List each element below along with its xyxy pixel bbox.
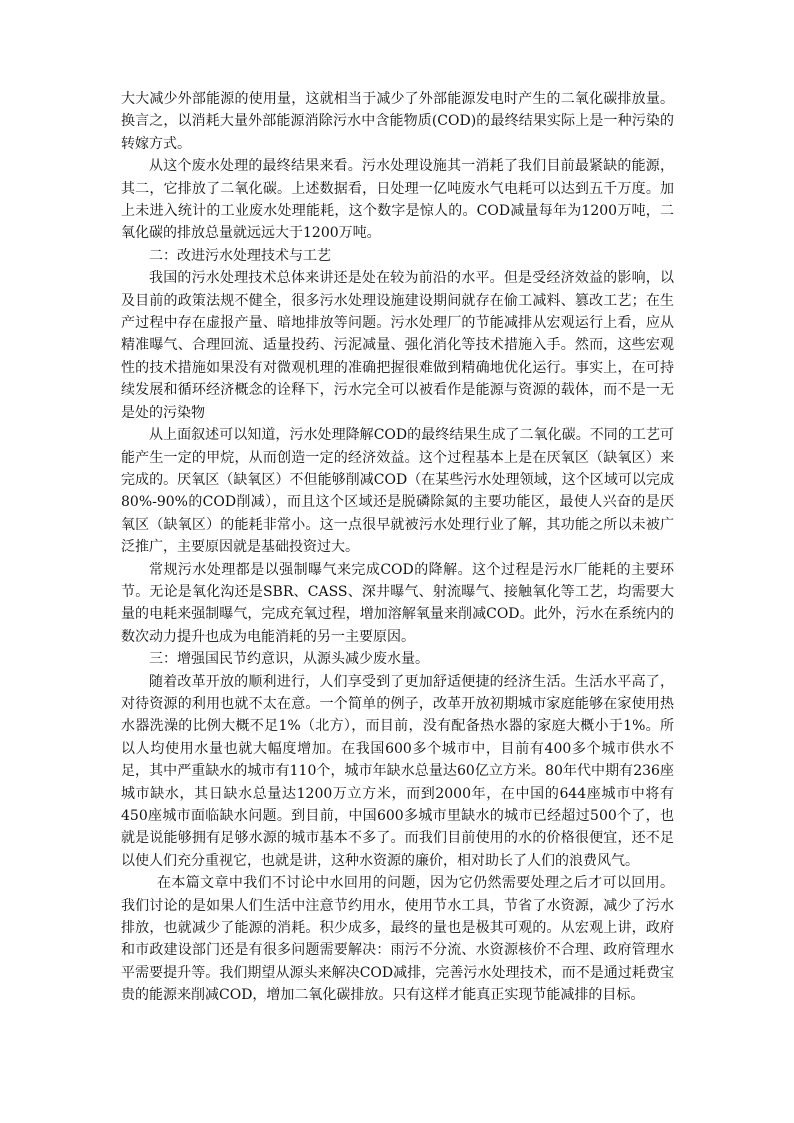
document-body <box>121 88 674 1007</box>
paragraph-aeration: 常规污水处理都是以强制曝气来完成COD的降解。这个过程是污水厂能耗的主要环节。无论是氧化沟还是SBR、CASS、深井曝气、射流曝气、接触氧化等工艺，均需要大量的电耗来强制曝气，完成充氧过程，增加溶解氧量来削减COD。此外，污水在系统内的数次动力提升也成为电能消耗的另一主要原因。 <box>121 561 674 645</box>
paragraph-water-usage: 随着改革开放的顺利进行，人们享受到了更加舒适便捷的经济生活。生活水平高了，对待资源的利用也就不太在意。一个简单的例子，改革开放初期城市家庭能够在家使用热水器洗澡的比例大概不足1%（北方），而目前，没有配备热水器的家庭大概小于1%。所以人均使用水量也就大幅度增加。在我国600多个城市中，目前有400多个城市供水不足，其中严重缺水的城市有110个，城市年缺水总量达60亿立方米。80年代中期有236座城市缺水，其日缺水总量达1200万立方米，而到2000年，在中国的644座城市中将有450座城市面临缺水问题。到目前，中国600多城市里缺水的城市已经超过500个了，也就是说能够拥有足够水源的城市基本不多了。而我们目前使用的水的价格很便宜，还不足以使人们充分重视它，也就是讲，这种水资源的廉价，相对助长了人们的浪费风气。 <box>121 673 674 869</box>
section-heading-3: 三：增强国民节约意识，从源头减少废水量。 <box>149 651 429 668</box>
paragraph-conclusion: 在本篇文章中我们不讨论中水回用的问题，因为它仍然需要处理之后才可以回用。我们讨论的是如果人们生活中注意节约用水，使用节水工具，节省了水资源，减少了污水排放，也就减少了能源的消耗。积少成多，最终的量也是极其可观的。从宏观上讲，政府和市政建设部门还是有很多问题需要解决：雨污不分流、水资源核价不合理、政府管理水平需要提升等。我们期望从源头来解决COD减排，完善污水处理技术，而不是通过耗费宝贵的能源来削减COD，增加二氧化碳排放。只有这样才能真正实现节能减排的目标。 <box>121 875 674 1004</box>
paragraph-anaerobic-zone: 从上面叙述可以知道，污水处理降解COD的最终结果生成了二氧化碳。不同的工艺可能产生一定的甲烷，从而创造一定的经济效益。这个过程基本上是在厌氧区（缺氧区）来完成的。厌氧区（缺氧区）不但能够削减COD（在某些污水处理领域，这个区域可以完成80%-90%的COD削减），而且这个区域还是脱磷除氮的主要功能区，最使人兴奋的是厌氧区（缺氧区）的能耗非常小。这一点很早就被污水处理行业了解，其功能之所以未被广泛推广，主要原因就是基础投资过大。 <box>121 427 674 556</box>
paragraph-continuation: 大大减少外部能源的使用量，这就相当于减少了外部能源发电时产生的二氧化碳排放量。换言之，以消耗大量外部能源消除污水中含能物质(COD)的最终结果实际上是一种污染的转嫁方式。 <box>121 91 674 152</box>
section-heading-2: 二：改进污水处理技术与工艺 <box>149 247 331 264</box>
paragraph-treatment-tech: 我国的污水处理技术总体来讲还是处在较为前沿的水平。但是受经济效益的影响，以及目前的政策法规不健全，很多污水处理设施建设期间就存在偷工减料、篡改工艺；在生产过程中存在虚报产量、暗地排放等问题。污水处理厂的节能减排从宏观运行上看，应从精准曝气、合理回流、适量投药、污泥减量、强化消化等技术措施入手。然而，这些宏观性的技术措施如果没有对微观机理的准确把握很难做到精确地优化运行。事实上，在可持续发展和循环经济概念的诠释下，污水完全可以被看作是能源与资源的载体，而不是一无是处的污染物 <box>121 270 674 421</box>
paragraph-wastewater-result: 从这个废水处理的最终结果来看。污水处理设施其一消耗了我们目前最紧缺的能源，其二，它排放了二氧化碳。上述数据看，日处理一亿吨废水气电耗可以达到五千万度。加上未进入统计的工业废水处理能耗，这个数字是惊人的。COD减量每年为1200万吨，二氧化碳的排放总量就远远大于1200万吨。 <box>121 158 674 242</box>
